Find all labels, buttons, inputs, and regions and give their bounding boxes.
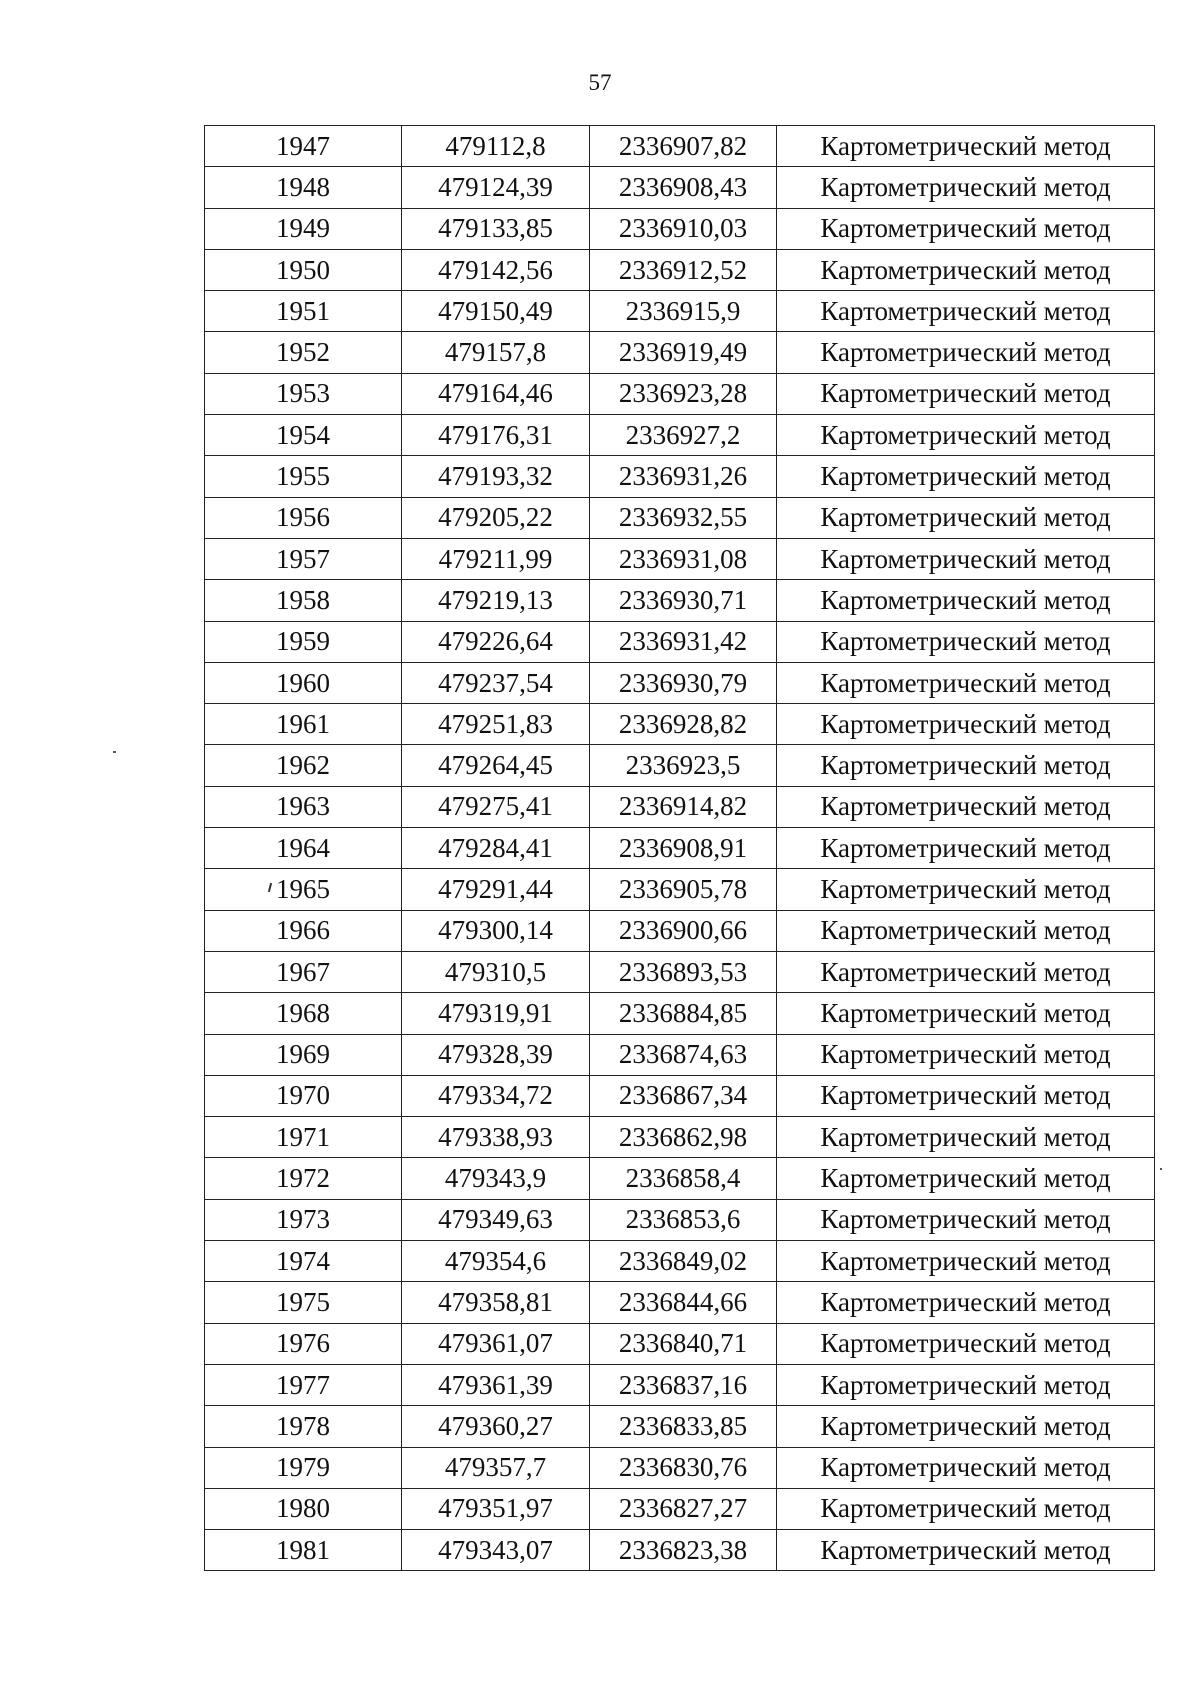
method-cell: Картометрический метод: [777, 1158, 1155, 1199]
table-row: [205, 1530, 1155, 1571]
table-row: [205, 1282, 1155, 1323]
y-coordinate-cell: 2336928,82: [590, 704, 777, 745]
point-number-cell: 1953: [205, 373, 402, 414]
table-row: [205, 1447, 1155, 1488]
y-coordinate-cell: 2336914,82: [590, 786, 777, 827]
y-coordinate-cell: 2336853,6: [590, 1199, 777, 1240]
table-row: [205, 993, 1155, 1034]
table-row: [205, 786, 1155, 827]
y-coordinate-cell: 2336900,66: [590, 910, 777, 951]
x-coordinate-cell: 479360,27: [402, 1406, 590, 1447]
table-row: [205, 704, 1155, 745]
point-number-cell: 1976: [205, 1323, 402, 1364]
y-coordinate-cell: 2336905,78: [590, 869, 777, 910]
method-cell: Картометрический метод: [777, 1406, 1155, 1447]
y-coordinate-cell: 2336858,4: [590, 1158, 777, 1199]
x-coordinate-cell: 479275,41: [402, 786, 590, 827]
x-coordinate-cell: 479300,14: [402, 910, 590, 951]
point-number-cell: 1956: [205, 497, 402, 538]
table-row: [205, 1241, 1155, 1282]
point-number-cell: 1967: [205, 951, 402, 992]
x-coordinate-cell: 479251,83: [402, 704, 590, 745]
method-cell: Картометрический метод: [777, 704, 1155, 745]
table-row: [205, 828, 1155, 869]
method-cell: Картометрический метод: [777, 662, 1155, 703]
x-coordinate-cell: 479142,56: [402, 249, 590, 290]
point-number-cell: 1973: [205, 1199, 402, 1240]
point-number-cell: 1971: [205, 1117, 402, 1158]
x-coordinate-cell: 479193,32: [402, 456, 590, 497]
table-row: [205, 951, 1155, 992]
table-row: [205, 1158, 1155, 1199]
point-number-cell: 1980: [205, 1488, 402, 1529]
point-number-cell: 1966: [205, 910, 402, 951]
y-coordinate-cell: 2336867,34: [590, 1075, 777, 1116]
table-row: [205, 1323, 1155, 1364]
point-number-cell: 1950: [205, 249, 402, 290]
table-row: [205, 497, 1155, 538]
point-number-cell: 1958: [205, 580, 402, 621]
method-cell: Картометрический метод: [777, 951, 1155, 992]
y-coordinate-cell: 2336884,85: [590, 993, 777, 1034]
x-coordinate-cell: 479219,13: [402, 580, 590, 621]
table-row: [205, 621, 1155, 662]
table-row: [205, 662, 1155, 703]
table-row: [205, 291, 1155, 332]
y-coordinate-cell: 2336908,91: [590, 828, 777, 869]
x-coordinate-cell: 479357,7: [402, 1447, 590, 1488]
method-cell: Картометрический метод: [777, 456, 1155, 497]
x-coordinate-cell: 479361,07: [402, 1323, 590, 1364]
point-number-cell: 1951: [205, 291, 402, 332]
table-row: [205, 1075, 1155, 1116]
point-number-cell: 1957: [205, 538, 402, 579]
method-cell: Картометрический метод: [777, 1447, 1155, 1488]
method-cell: Картометрический метод: [777, 1323, 1155, 1364]
y-coordinate-cell: 2336931,42: [590, 621, 777, 662]
method-cell: Картометрический метод: [777, 1364, 1155, 1405]
table-row: [205, 1034, 1155, 1075]
point-number-cell: 1947: [205, 126, 402, 167]
table-row: [205, 167, 1155, 208]
y-coordinate-cell: 2336927,2: [590, 415, 777, 456]
point-number-cell: 1975: [205, 1282, 402, 1323]
y-coordinate-cell: 2336874,63: [590, 1034, 777, 1075]
method-cell: Картометрический метод: [777, 1199, 1155, 1240]
x-coordinate-cell: 479150,49: [402, 291, 590, 332]
point-number-cell: 1959: [205, 621, 402, 662]
x-coordinate-cell: 479176,31: [402, 415, 590, 456]
point-number-cell: 1954: [205, 415, 402, 456]
y-coordinate-cell: 2336849,02: [590, 1241, 777, 1282]
y-coordinate-cell: 2336915,9: [590, 291, 777, 332]
table-row: [205, 208, 1155, 249]
y-coordinate-cell: 2336840,71: [590, 1323, 777, 1364]
method-cell: Картометрический метод: [777, 910, 1155, 951]
method-cell: Картометрический метод: [777, 621, 1155, 662]
y-coordinate-cell: 2336823,38: [590, 1530, 777, 1571]
method-cell: Картометрический метод: [777, 745, 1155, 786]
table-row: [205, 249, 1155, 290]
x-coordinate-cell: 479133,85: [402, 208, 590, 249]
x-coordinate-cell: 479338,93: [402, 1117, 590, 1158]
x-coordinate-cell: 479205,22: [402, 497, 590, 538]
x-coordinate-cell: 479334,72: [402, 1075, 590, 1116]
method-cell: Картометрический метод: [777, 869, 1155, 910]
point-number-cell: 1952: [205, 332, 402, 373]
method-cell: Картометрический метод: [777, 291, 1155, 332]
point-number-cell: 1979: [205, 1447, 402, 1488]
method-cell: Картометрический метод: [777, 786, 1155, 827]
y-coordinate-cell: 2336833,85: [590, 1406, 777, 1447]
y-coordinate-cell: 2336923,28: [590, 373, 777, 414]
x-coordinate-cell: 479226,64: [402, 621, 590, 662]
point-number-cell: 1961: [205, 704, 402, 745]
point-number-cell: 1972: [205, 1158, 402, 1199]
table-row: [205, 745, 1155, 786]
table-row: [205, 1488, 1155, 1529]
x-coordinate-cell: 479351,97: [402, 1488, 590, 1529]
point-number-cell: 1969: [205, 1034, 402, 1075]
x-coordinate-cell: 479310,5: [402, 951, 590, 992]
x-coordinate-cell: 479319,91: [402, 993, 590, 1034]
x-coordinate-cell: 479354,6: [402, 1241, 590, 1282]
y-coordinate-cell: 2336930,79: [590, 662, 777, 703]
table-row: [205, 538, 1155, 579]
y-coordinate-cell: 2336932,55: [590, 497, 777, 538]
x-coordinate-cell: 479291,44: [402, 869, 590, 910]
point-number-cell: 1955: [205, 456, 402, 497]
method-cell: Картометрический метод: [777, 1075, 1155, 1116]
table-row: [205, 869, 1155, 910]
method-cell: Картометрический метод: [777, 167, 1155, 208]
table-body: [205, 126, 1155, 1571]
y-coordinate-cell: 2336919,49: [590, 332, 777, 373]
table-row: [205, 415, 1155, 456]
coordinates-table: [204, 125, 1155, 1571]
y-coordinate-cell: 2336830,76: [590, 1447, 777, 1488]
point-number-cell: 1960: [205, 662, 402, 703]
x-coordinate-cell: 479124,39: [402, 167, 590, 208]
y-coordinate-cell: 2336893,53: [590, 951, 777, 992]
method-cell: Картометрический метод: [777, 1488, 1155, 1529]
y-coordinate-cell: 2336827,27: [590, 1488, 777, 1529]
y-coordinate-cell: 2336930,71: [590, 580, 777, 621]
y-coordinate-cell: 2336837,16: [590, 1364, 777, 1405]
method-cell: Картометрический метод: [777, 415, 1155, 456]
point-number-cell: 1965: [205, 869, 402, 910]
table-row: [205, 332, 1155, 373]
x-coordinate-cell: 479237,54: [402, 662, 590, 703]
table-row: [205, 1199, 1155, 1240]
point-number-cell: 1970: [205, 1075, 402, 1116]
method-cell: Картометрический метод: [777, 332, 1155, 373]
method-cell: Картометрический метод: [777, 126, 1155, 167]
x-coordinate-cell: 479361,39: [402, 1364, 590, 1405]
method-cell: Картометрический метод: [777, 497, 1155, 538]
x-coordinate-cell: 479211,99: [402, 538, 590, 579]
y-coordinate-cell: 2336910,03: [590, 208, 777, 249]
y-coordinate-cell: 2336844,66: [590, 1282, 777, 1323]
table-row: [205, 580, 1155, 621]
point-number-cell: 1968: [205, 993, 402, 1034]
x-coordinate-cell: 479112,8: [402, 126, 590, 167]
y-coordinate-cell: 2336923,5: [590, 745, 777, 786]
x-coordinate-cell: 479349,63: [402, 1199, 590, 1240]
table-row: [205, 1117, 1155, 1158]
page-number: 57: [588, 70, 612, 95]
point-number-cell: 1948: [205, 167, 402, 208]
method-cell: Картометрический метод: [777, 249, 1155, 290]
x-coordinate-cell: 479264,45: [402, 745, 590, 786]
point-number-cell: 1963: [205, 786, 402, 827]
point-number-cell: 1949: [205, 208, 402, 249]
method-cell: Картометрический метод: [777, 580, 1155, 621]
x-coordinate-cell: 479284,41: [402, 828, 590, 869]
x-coordinate-cell: 479157,8: [402, 332, 590, 373]
method-cell: Картометрический метод: [777, 828, 1155, 869]
x-coordinate-cell: 479343,9: [402, 1158, 590, 1199]
y-coordinate-cell: 2336931,26: [590, 456, 777, 497]
point-number-cell: 1974: [205, 1241, 402, 1282]
method-cell: Картометрический метод: [777, 1241, 1155, 1282]
scan-speck: [1160, 1168, 1162, 1170]
table-row: [205, 373, 1155, 414]
table-row: [205, 910, 1155, 951]
point-number-cell: 1978: [205, 1406, 402, 1447]
x-coordinate-cell: 479358,81: [402, 1282, 590, 1323]
table-row: [205, 456, 1155, 497]
x-coordinate-cell: 479328,39: [402, 1034, 590, 1075]
method-cell: Картометрический метод: [777, 1117, 1155, 1158]
method-cell: Картометрический метод: [777, 208, 1155, 249]
method-cell: Картометрический метод: [777, 373, 1155, 414]
method-cell: Картометрический метод: [777, 993, 1155, 1034]
y-coordinate-cell: 2336907,82: [590, 126, 777, 167]
method-cell: Картометрический метод: [777, 1530, 1155, 1571]
point-number-cell: 1962: [205, 745, 402, 786]
table-row: [205, 1364, 1155, 1405]
point-number-cell: 1981: [205, 1530, 402, 1571]
point-number-cell: 1977: [205, 1364, 402, 1405]
table-row: [205, 126, 1155, 167]
table-row: [205, 1406, 1155, 1447]
y-coordinate-cell: 2336908,43: [590, 167, 777, 208]
scan-speck: [113, 751, 116, 753]
method-cell: Картометрический метод: [777, 1034, 1155, 1075]
method-cell: Картометрический метод: [777, 538, 1155, 579]
x-coordinate-cell: 479343,07: [402, 1530, 590, 1571]
y-coordinate-cell: 2336912,52: [590, 249, 777, 290]
point-number-cell: 1964: [205, 828, 402, 869]
y-coordinate-cell: 2336862,98: [590, 1117, 777, 1158]
x-coordinate-cell: 479164,46: [402, 373, 590, 414]
method-cell: Картометрический метод: [777, 1282, 1155, 1323]
y-coordinate-cell: 2336931,08: [590, 538, 777, 579]
